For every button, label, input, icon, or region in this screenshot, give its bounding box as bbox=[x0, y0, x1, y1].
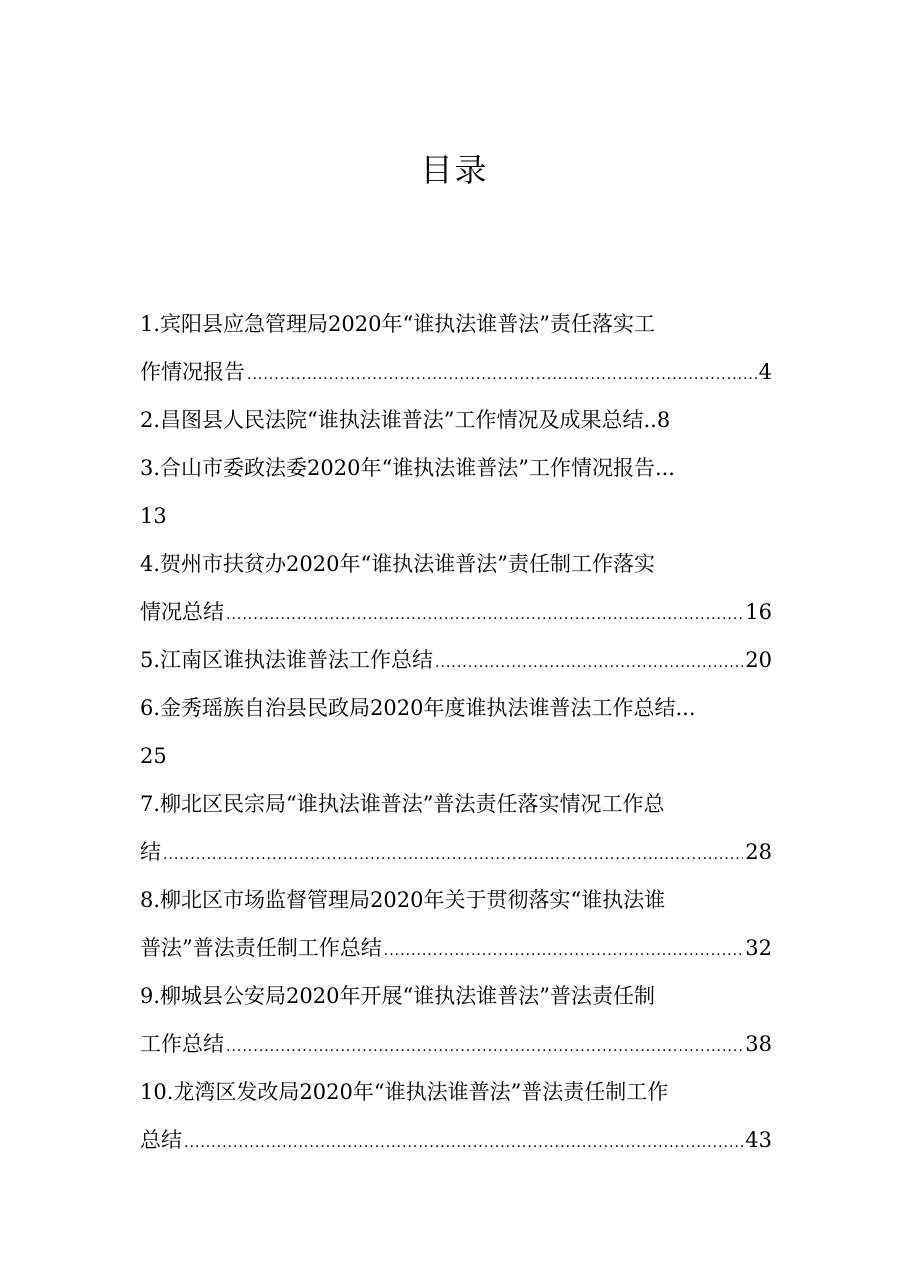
toc-page-number: 20 bbox=[745, 648, 772, 672]
toc-entry-title-cont: 作情况报告 bbox=[140, 360, 245, 384]
toc-entry-title: 7.柳北区民宗局“谁执法谁普法”普法责任落实情况工作总 bbox=[140, 792, 665, 816]
toc-entry-1[interactable] bbox=[140, 300, 772, 396]
toc-entry-6-line2 bbox=[140, 732, 772, 780]
toc-page-number: 32 bbox=[745, 936, 772, 960]
toc-entry-6[interactable] bbox=[140, 684, 772, 780]
toc-entry-8[interactable] bbox=[140, 876, 772, 972]
table-of-contents bbox=[140, 300, 772, 1164]
toc-entry-title: 9.柳城县公安局2020年开展“谁执法谁普法”普法责任制 bbox=[140, 984, 655, 1008]
toc-entry-9-line1 bbox=[140, 972, 772, 1020]
toc-page-number: 28 bbox=[745, 840, 772, 864]
toc-page-number: 25 bbox=[140, 744, 167, 768]
toc-entry-4[interactable] bbox=[140, 540, 772, 636]
toc-entry-6-line1 bbox=[140, 684, 772, 732]
toc-entry-title-cont: 总结 bbox=[140, 1128, 182, 1152]
toc-entry-title: 8.柳北区市场监督管理局2020年关于贯彻落实“谁执法谁 bbox=[140, 888, 666, 912]
toc-entry-7-line2 bbox=[140, 828, 772, 876]
toc-entry-1-line1 bbox=[140, 300, 772, 348]
toc-entry-5[interactable] bbox=[140, 636, 772, 684]
toc-leader-dots bbox=[247, 351, 757, 396]
toc-entry-title: 4.贺州市扶贫办2020年“谁执法谁普法”责任制工作落实 bbox=[140, 552, 655, 576]
toc-leader-dots bbox=[435, 639, 743, 684]
toc-entry-3[interactable] bbox=[140, 444, 772, 540]
toc-entry-9[interactable] bbox=[140, 972, 772, 1068]
toc-leader-dots bbox=[184, 1119, 743, 1164]
toc-leader-dots bbox=[226, 1023, 743, 1068]
toc-leader-dots bbox=[226, 591, 743, 636]
page-title: 目录 bbox=[420, 151, 489, 189]
toc-entry-10-line1 bbox=[140, 1068, 772, 1116]
toc-entry-title-cont: 结 bbox=[140, 840, 161, 864]
toc-entry-4-line1 bbox=[140, 540, 772, 588]
toc-entry-title-cont: 工作总结 bbox=[140, 1032, 224, 1056]
toc-entry-title: 3.合山市委政法委2020年“谁执法谁普法”工作情况报告... bbox=[140, 456, 675, 480]
toc-page-number: 43 bbox=[745, 1128, 772, 1152]
toc-entry-title-cont: 普法”普法责任制工作总结 bbox=[140, 936, 382, 960]
toc-entry-title: 1.宾阳县应急管理局2020年“谁执法谁普法”责任落实工 bbox=[140, 312, 655, 336]
toc-page-number: 38 bbox=[745, 1032, 772, 1056]
toc-page-number: 16 bbox=[745, 600, 772, 624]
toc-entry-2[interactable] bbox=[140, 396, 772, 444]
toc-page-number: 4 bbox=[758, 360, 772, 384]
toc-entry-title-cont: 情况总结 bbox=[140, 600, 224, 624]
toc-entry-8-line2 bbox=[140, 924, 772, 972]
toc-entry-3-line2 bbox=[140, 492, 772, 540]
toc-entry-title: 10.龙湾区发改局2020年“谁执法谁普法”普法责任制工作 bbox=[140, 1080, 669, 1104]
toc-entry-7-line1 bbox=[140, 780, 772, 828]
toc-entry-9-line2 bbox=[140, 1020, 772, 1068]
toc-entry-5-line1 bbox=[140, 636, 772, 684]
toc-entry-8-line1 bbox=[140, 876, 772, 924]
toc-entry-7[interactable] bbox=[140, 780, 772, 876]
toc-entry-title: 5.江南区谁执法谁普法工作总结 bbox=[140, 648, 434, 672]
toc-entry-4-line2 bbox=[140, 588, 772, 636]
toc-page-number: 13 bbox=[140, 504, 167, 528]
toc-entry-title: 6.金秀瑶族自治县民政局2020年度谁执法谁普法工作总结... bbox=[140, 696, 696, 720]
toc-entry-1-line2 bbox=[140, 348, 772, 396]
toc-entry-10-line2 bbox=[140, 1116, 772, 1164]
toc-entry-title: 2.昌图县人民法院“谁执法谁普法”工作情况及成果总结..8 bbox=[140, 408, 671, 432]
toc-leader-dots bbox=[163, 831, 743, 876]
toc-entry-10[interactable] bbox=[140, 1068, 772, 1164]
toc-entry-3-line1 bbox=[140, 444, 772, 492]
toc-entry-2-line1 bbox=[140, 396, 772, 444]
toc-leader-dots bbox=[384, 927, 744, 972]
